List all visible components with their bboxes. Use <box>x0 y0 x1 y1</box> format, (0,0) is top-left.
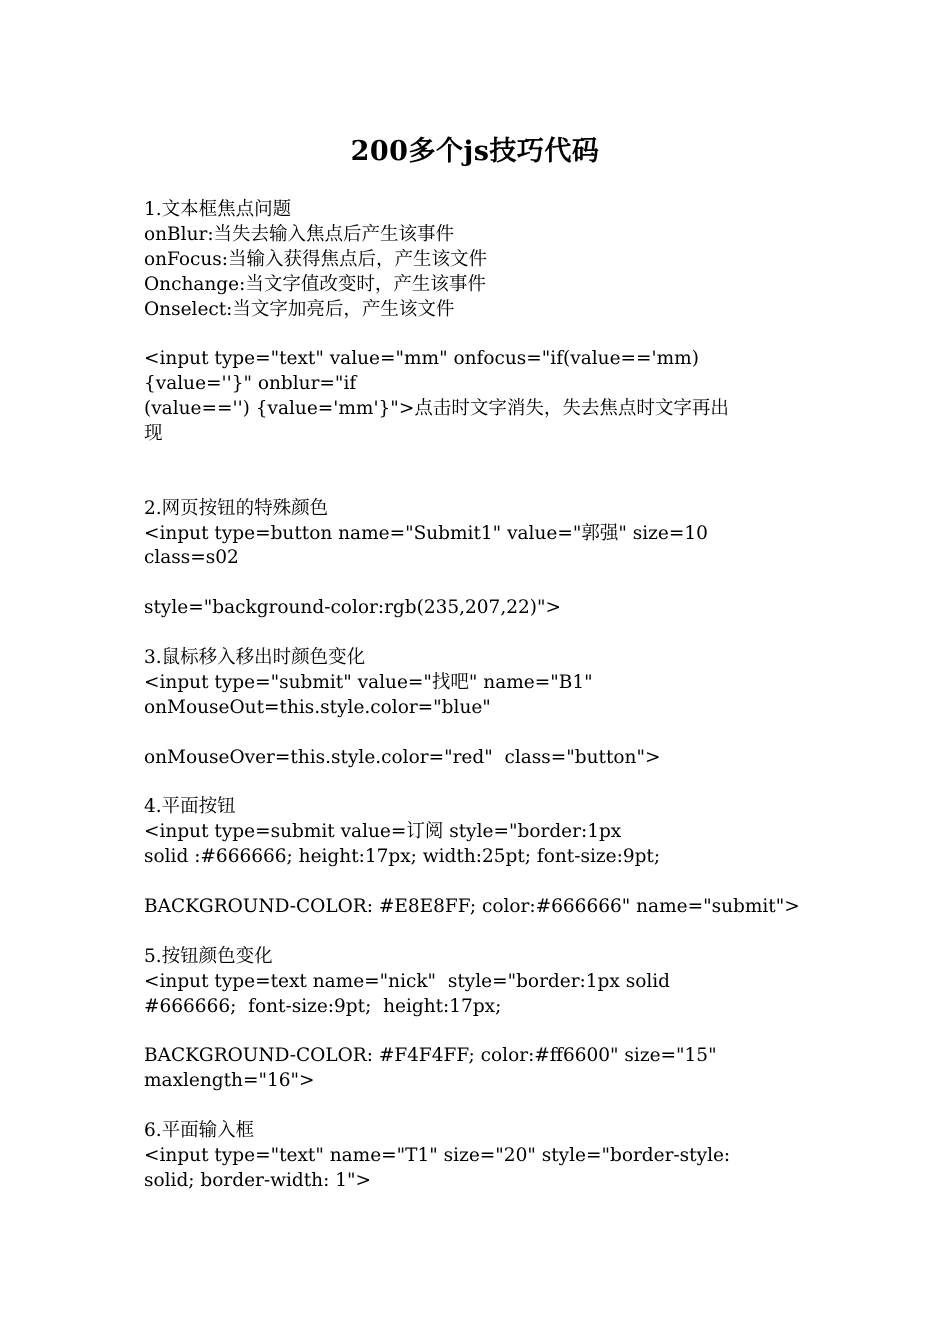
code-line: BACKGROUND-COLOR: #E8E8FF; color:#666666" name="submit"> <box>144 895 800 917</box>
blank-line <box>144 472 804 497</box>
section-heading-2: 2.网页按钮的特殊颜色 <box>144 497 329 519</box>
code-line: class=s02 <box>144 547 239 569</box>
blank-line <box>144 721 804 746</box>
code-line: solid :#666666; height:17px; width:25pt; font-size:9pt; <box>144 846 661 868</box>
blank-line <box>144 770 804 795</box>
blank-line <box>144 1019 804 1044</box>
page-title: 200多个js技巧代码 <box>350 136 600 167</box>
code-line: {value=''}" onblur="if <box>144 373 357 395</box>
section-heading-5: 5.按钮颜色变化 <box>144 945 273 967</box>
text-line: onFocus:当输入获得焦点后，产生该文件 <box>144 248 488 270</box>
code-line: <input type="text" name="T1" size="20" style="border-style: <box>144 1144 731 1166</box>
text-line: onBlur:当失去输入焦点后产生该事件 <box>144 223 455 245</box>
code-line: maxlength="16"> <box>144 1070 315 1092</box>
section-heading-4: 4.平面按钮 <box>144 796 236 818</box>
code-line: 现 <box>144 423 163 445</box>
section-heading-6: 6.平面输入框 <box>144 1119 255 1141</box>
code-line: <input type=text name="nick" style="border:1px solid <box>144 970 671 992</box>
code-line: (value=='') {value='mm'}">点击时文字消失，失去焦点时文字再出 <box>144 398 729 420</box>
blank-line <box>144 920 804 945</box>
code-line: BACKGROUND-COLOR: #F4F4FF; color:#ff6600" size="15" <box>144 1045 717 1067</box>
text-line: Onselect:当文字加亮后，产生该文件 <box>144 298 455 320</box>
code-line: <input type="submit" value="找吧" name="B1" <box>144 671 593 693</box>
blank-line <box>144 447 804 472</box>
code-line: onMouseOver=this.style.color="red" class="button"> <box>144 746 661 768</box>
blank-line <box>144 621 804 646</box>
code-line: style="background-color:rgb(235,207,22)"> <box>144 597 561 619</box>
code-line: <input type=button name="Submit1" value="郭强" size=10 <box>144 522 708 544</box>
code-line: #666666; font-size:9pt; height:17px; <box>144 995 502 1017</box>
code-line: solid; border-width: 1"> <box>144 1169 371 1191</box>
code-line: <input type=submit value=订阅 style="border:1px <box>144 821 622 843</box>
document-body <box>144 198 804 1194</box>
blank-line <box>144 322 804 347</box>
code-line: <input type="text" value="mm" onfocus="if(value=='mm) <box>144 348 699 370</box>
text-line: Onchange:当文字值改变时，产生该事件 <box>144 273 486 295</box>
section-heading-1: 1.文本框焦点问题 <box>144 199 292 220</box>
blank-line <box>144 571 804 596</box>
code-line: onMouseOut=this.style.color="blue" <box>144 696 491 718</box>
blank-line <box>144 870 804 895</box>
section-heading-3: 3.鼠标移入移出时颜色变化 <box>144 647 366 669</box>
blank-line <box>144 1094 804 1119</box>
